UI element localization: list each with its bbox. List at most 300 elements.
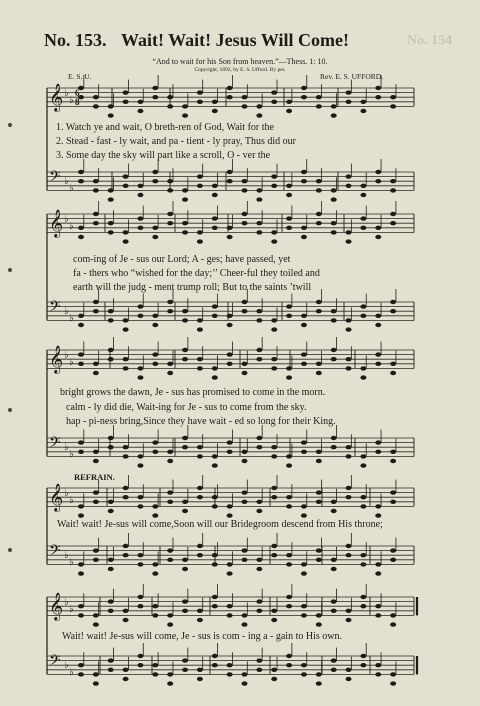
note-head — [227, 562, 233, 566]
note-head — [316, 221, 322, 225]
note-head — [390, 179, 396, 183]
note-head — [197, 618, 203, 622]
note-head — [256, 668, 262, 672]
note-head — [242, 500, 248, 504]
note-head — [152, 170, 158, 174]
note-head — [108, 599, 114, 603]
note-head — [316, 450, 322, 454]
note-head — [137, 553, 143, 557]
note-head — [78, 362, 84, 366]
note-head — [182, 509, 188, 513]
note-head — [108, 318, 114, 322]
copyright-notice: Copyright, 1892, by E. S. Ufford. By per. — [194, 67, 286, 73]
note-head — [301, 226, 307, 230]
note-head — [137, 184, 143, 188]
note-head — [123, 100, 129, 104]
flat-sign-icon: ♭ — [64, 550, 69, 561]
note-head — [316, 362, 322, 366]
note-head — [227, 226, 233, 230]
note-head — [242, 188, 248, 192]
note-head — [212, 604, 218, 608]
note-head — [301, 513, 307, 517]
note-head — [93, 613, 99, 617]
note-head — [93, 558, 99, 562]
note-head — [108, 558, 114, 562]
note-head — [301, 571, 307, 575]
flat-sign-icon: ♭ — [64, 306, 69, 317]
note-head — [271, 486, 277, 490]
note-head — [375, 95, 381, 99]
note-head — [152, 663, 158, 667]
note-head — [256, 500, 262, 504]
note-head — [286, 463, 292, 467]
note-head — [78, 513, 84, 517]
note-head — [271, 668, 277, 672]
note-head — [331, 558, 337, 562]
note-head — [108, 188, 114, 192]
note-head — [93, 104, 99, 108]
note-head — [108, 509, 114, 513]
flat-sign-icon: ♭ — [69, 183, 74, 194]
note-head — [167, 362, 173, 366]
note-head — [286, 193, 292, 197]
note-head — [212, 454, 218, 458]
note-head — [286, 595, 292, 599]
note-head — [93, 672, 99, 676]
note-head — [152, 226, 158, 230]
note-head — [93, 362, 99, 366]
note-head — [108, 609, 114, 613]
note-head — [137, 595, 143, 599]
note-head — [242, 104, 248, 108]
note-head — [375, 170, 381, 174]
note-head — [390, 500, 396, 504]
note-head — [137, 216, 143, 220]
note-head — [256, 599, 262, 603]
note-head — [256, 509, 262, 513]
note-head — [137, 654, 143, 658]
note-head — [152, 95, 158, 99]
note-head — [346, 677, 352, 681]
note-head — [137, 495, 143, 499]
note-head — [108, 221, 114, 225]
note-head — [212, 226, 218, 230]
flat-sign-icon: ♭ — [64, 442, 69, 453]
note-head — [242, 548, 248, 552]
note-head — [152, 179, 158, 183]
note-head — [137, 463, 143, 467]
time-signature-6: 6 — [75, 88, 80, 98]
note-head — [360, 366, 366, 370]
note-head — [123, 366, 129, 370]
note-head — [182, 658, 188, 662]
note-head — [286, 562, 292, 566]
note-head — [227, 663, 233, 667]
note-head — [108, 658, 114, 662]
note-head — [108, 436, 114, 440]
note-head — [137, 366, 143, 370]
note-head — [271, 495, 277, 499]
note-head — [375, 352, 381, 356]
note-head — [167, 500, 173, 504]
note-head — [331, 357, 337, 361]
flat-sign-icon: ♭ — [69, 604, 74, 615]
note-head — [123, 184, 129, 188]
note-head — [316, 95, 322, 99]
note-head — [227, 314, 233, 318]
note-head — [331, 436, 337, 440]
note-head — [167, 212, 173, 216]
note-head — [167, 558, 173, 562]
note-head — [227, 235, 233, 239]
note-head — [271, 609, 277, 613]
lyric-line: earth will the judg - ment trump roll; But to the saints ’twill — [73, 282, 312, 293]
note-head — [197, 454, 203, 458]
note-head — [182, 599, 188, 603]
note-head — [242, 221, 248, 225]
note-head — [390, 188, 396, 192]
note-head — [123, 609, 129, 613]
note-head — [331, 599, 337, 603]
treble-clef-icon: 𝄞 — [49, 345, 64, 373]
note-head — [123, 454, 129, 458]
note-head — [108, 348, 114, 352]
flat-sign-icon: ♭ — [69, 449, 74, 460]
note-head — [360, 654, 366, 658]
note-head — [93, 548, 99, 552]
note-head — [167, 613, 173, 617]
note-head — [123, 495, 129, 499]
note-head — [346, 366, 352, 370]
flat-sign-icon: ♭ — [64, 597, 69, 608]
note-head — [346, 486, 352, 490]
note-head — [108, 113, 114, 117]
note-head — [360, 109, 366, 113]
note-head — [256, 609, 262, 613]
note-head — [197, 230, 203, 234]
note-head — [301, 613, 307, 617]
note-head — [227, 95, 233, 99]
note-head — [316, 681, 322, 685]
note-head — [375, 179, 381, 183]
lyric-line: 3. Some day the sky will part like a scroll, O - ver the — [56, 150, 271, 161]
note-head — [167, 450, 173, 454]
note-head — [271, 544, 277, 548]
note-head — [316, 212, 322, 216]
note-head — [197, 318, 203, 322]
note-head — [360, 226, 366, 230]
note-head — [242, 179, 248, 183]
note-head — [78, 235, 84, 239]
note-head — [271, 357, 277, 361]
note-head — [78, 504, 84, 508]
note-head — [360, 463, 366, 467]
note-head — [242, 613, 248, 617]
note-head — [78, 613, 84, 617]
note-head — [212, 193, 218, 197]
note-head — [78, 314, 84, 318]
note-head — [152, 562, 158, 566]
note-head — [286, 216, 292, 220]
note-head — [375, 562, 381, 566]
note-head — [212, 595, 218, 599]
lyric-line: 2. Stead - fast - ly wait, and pa - tient - ly pray, Thus did our — [56, 136, 296, 147]
note-head — [227, 440, 233, 444]
note-head — [167, 681, 173, 685]
flat-sign-icon: ♭ — [69, 221, 74, 232]
lyric-line: Wait! wait! Je-sus will come,Soon will our Bridegroom descend from His throne; — [57, 519, 383, 530]
flat-sign-icon: ♭ — [64, 214, 69, 225]
note-head — [390, 558, 396, 562]
note-head — [390, 371, 396, 375]
note-head — [227, 179, 233, 183]
note-head — [93, 212, 99, 216]
note-head — [331, 197, 337, 201]
note-head — [227, 170, 233, 174]
flat-sign-icon: ♭ — [64, 176, 69, 187]
note-head — [242, 309, 248, 313]
note-head — [108, 104, 114, 108]
note-head — [331, 309, 337, 313]
note-head — [375, 235, 381, 239]
note-head — [123, 357, 129, 361]
note-head — [286, 109, 292, 113]
note-head — [301, 323, 307, 327]
note-head — [78, 352, 84, 356]
note-head — [212, 366, 218, 370]
note-head — [390, 104, 396, 108]
note-head — [360, 454, 366, 458]
note-head — [346, 454, 352, 458]
flat-sign-icon: ♭ — [69, 667, 74, 678]
note-head — [346, 445, 352, 449]
note-head — [242, 95, 248, 99]
note-head — [167, 459, 173, 463]
note-head — [182, 104, 188, 108]
note-head — [108, 309, 114, 313]
note-head — [152, 672, 158, 676]
note-head — [78, 663, 84, 667]
note-head — [286, 553, 292, 557]
note-head — [360, 604, 366, 608]
note-head — [182, 318, 188, 322]
note-head — [360, 504, 366, 508]
note-head — [286, 495, 292, 499]
note-head — [316, 459, 322, 463]
note-head — [78, 672, 84, 676]
note-head — [286, 504, 292, 508]
note-head — [123, 486, 129, 490]
note-head — [123, 90, 129, 94]
note-head — [182, 348, 188, 352]
note-head — [182, 500, 188, 504]
note-head — [271, 366, 277, 370]
note-head — [152, 352, 158, 356]
lyric-line: 1. Watch ye and wait, O breth-ren of God, Wait for the — [56, 122, 274, 133]
note-head — [271, 618, 277, 622]
note-head — [167, 672, 173, 676]
note-head — [301, 179, 307, 183]
lyric-line: hap - pi-ness bring,Since they have wait - ed so long for their King. — [66, 416, 336, 427]
treble-clef-icon: 𝄞 — [49, 483, 64, 511]
note-head — [360, 562, 366, 566]
note-head — [390, 459, 396, 463]
treble-clef-icon: 𝄞 — [49, 592, 64, 620]
treble-clef-icon: 𝄞 — [49, 83, 64, 111]
note-head — [316, 179, 322, 183]
note-head — [390, 95, 396, 99]
note-head — [271, 90, 277, 94]
note-head — [227, 613, 233, 617]
note-head — [182, 113, 188, 117]
note-head — [301, 362, 307, 366]
note-head — [242, 490, 248, 494]
note-head — [137, 562, 143, 566]
note-head — [78, 571, 84, 575]
note-head — [227, 504, 233, 508]
note-head — [152, 86, 158, 90]
lyric-line: com-ing of Je - sus our Lord; A - ges; have passed, yet — [73, 254, 291, 265]
lyric-line: fa - thers who “wished for the day;’’ Cheer-ful they toiled and — [73, 268, 320, 279]
note-head — [360, 100, 366, 104]
note-head — [152, 571, 158, 575]
note-head — [360, 553, 366, 557]
flat-sign-icon: ♭ — [69, 95, 74, 106]
note-head — [286, 663, 292, 667]
note-head — [227, 362, 233, 366]
note-head — [360, 184, 366, 188]
note-head — [108, 230, 114, 234]
note-head — [78, 440, 84, 444]
note-head — [78, 323, 84, 327]
note-head — [182, 221, 188, 225]
note-head — [123, 544, 129, 548]
note-head — [182, 357, 188, 361]
note-head — [271, 230, 277, 234]
note-head — [316, 500, 322, 504]
note-head — [197, 553, 203, 557]
note-head — [331, 348, 337, 352]
note-head — [182, 436, 188, 440]
note-head — [271, 100, 277, 104]
note-head — [108, 567, 114, 571]
note-head — [212, 100, 218, 104]
note-head — [301, 86, 307, 90]
note-head — [331, 221, 337, 225]
note-head — [152, 450, 158, 454]
note-head — [182, 188, 188, 192]
note-head — [182, 445, 188, 449]
note-head — [137, 504, 143, 508]
time-signature-8: 8 — [75, 97, 80, 107]
note-head — [93, 459, 99, 463]
bass-clef-icon: 𝄢 — [49, 652, 61, 673]
note-head — [346, 100, 352, 104]
note-head — [375, 571, 381, 575]
note-head — [108, 357, 114, 361]
flat-sign-icon: ♭ — [69, 557, 74, 568]
note-head — [390, 300, 396, 304]
note-head — [167, 221, 173, 225]
note-head — [197, 445, 203, 449]
flat-sign-icon: ♭ — [69, 495, 74, 506]
note-head — [375, 604, 381, 608]
note-head — [390, 490, 396, 494]
note-head — [242, 672, 248, 676]
note-head — [375, 362, 381, 366]
note-head — [301, 663, 307, 667]
note-head — [331, 509, 337, 513]
note-head — [346, 609, 352, 613]
note-head — [301, 672, 307, 676]
note-head — [227, 513, 233, 517]
note-head — [346, 318, 352, 322]
note-head — [256, 357, 262, 361]
note-head — [242, 459, 248, 463]
note-head — [316, 558, 322, 562]
note-head — [286, 314, 292, 318]
note-head — [390, 212, 396, 216]
note-head — [256, 567, 262, 571]
note-head — [331, 188, 337, 192]
note-head — [316, 622, 322, 626]
note-head — [375, 613, 381, 617]
note-head — [152, 613, 158, 617]
note-head — [78, 170, 84, 174]
note-head — [197, 357, 203, 361]
note-head — [316, 104, 322, 108]
note-head — [123, 677, 129, 681]
note-head — [212, 654, 218, 658]
treble-clef-icon: 𝄞 — [49, 209, 64, 237]
note-head — [271, 239, 277, 243]
note-head — [271, 184, 277, 188]
note-head — [182, 230, 188, 234]
note-head — [197, 184, 203, 188]
note-head — [137, 604, 143, 608]
flat-sign-icon: ♭ — [64, 350, 69, 361]
note-head — [197, 174, 203, 178]
note-head — [331, 567, 337, 571]
note-head — [197, 609, 203, 613]
note-head — [286, 184, 292, 188]
note-head — [123, 230, 129, 234]
note-head — [271, 318, 277, 322]
note-head — [93, 309, 99, 313]
note-head — [108, 668, 114, 672]
note-head — [227, 571, 233, 575]
note-head — [212, 184, 218, 188]
note-head — [271, 677, 277, 681]
note-head — [390, 548, 396, 552]
lyric-line: bright grows the dawn, Je - sus has promised to come in the morn. — [60, 387, 326, 398]
bass-clef-icon: 𝄢 — [49, 434, 61, 455]
lyric-line: calm - ly did die, Wait-ing for Je - sus to come from the sky. — [66, 402, 307, 413]
note-head — [123, 618, 129, 622]
note-head — [286, 454, 292, 458]
note-head — [152, 440, 158, 444]
note-head — [167, 622, 173, 626]
note-head — [286, 100, 292, 104]
note-head — [123, 239, 129, 243]
note-head — [301, 235, 307, 239]
note-head — [316, 300, 322, 304]
note-head — [346, 618, 352, 622]
note-head — [375, 672, 381, 676]
flat-sign-icon: ♭ — [69, 313, 74, 324]
note-head — [346, 553, 352, 557]
note-head — [197, 100, 203, 104]
